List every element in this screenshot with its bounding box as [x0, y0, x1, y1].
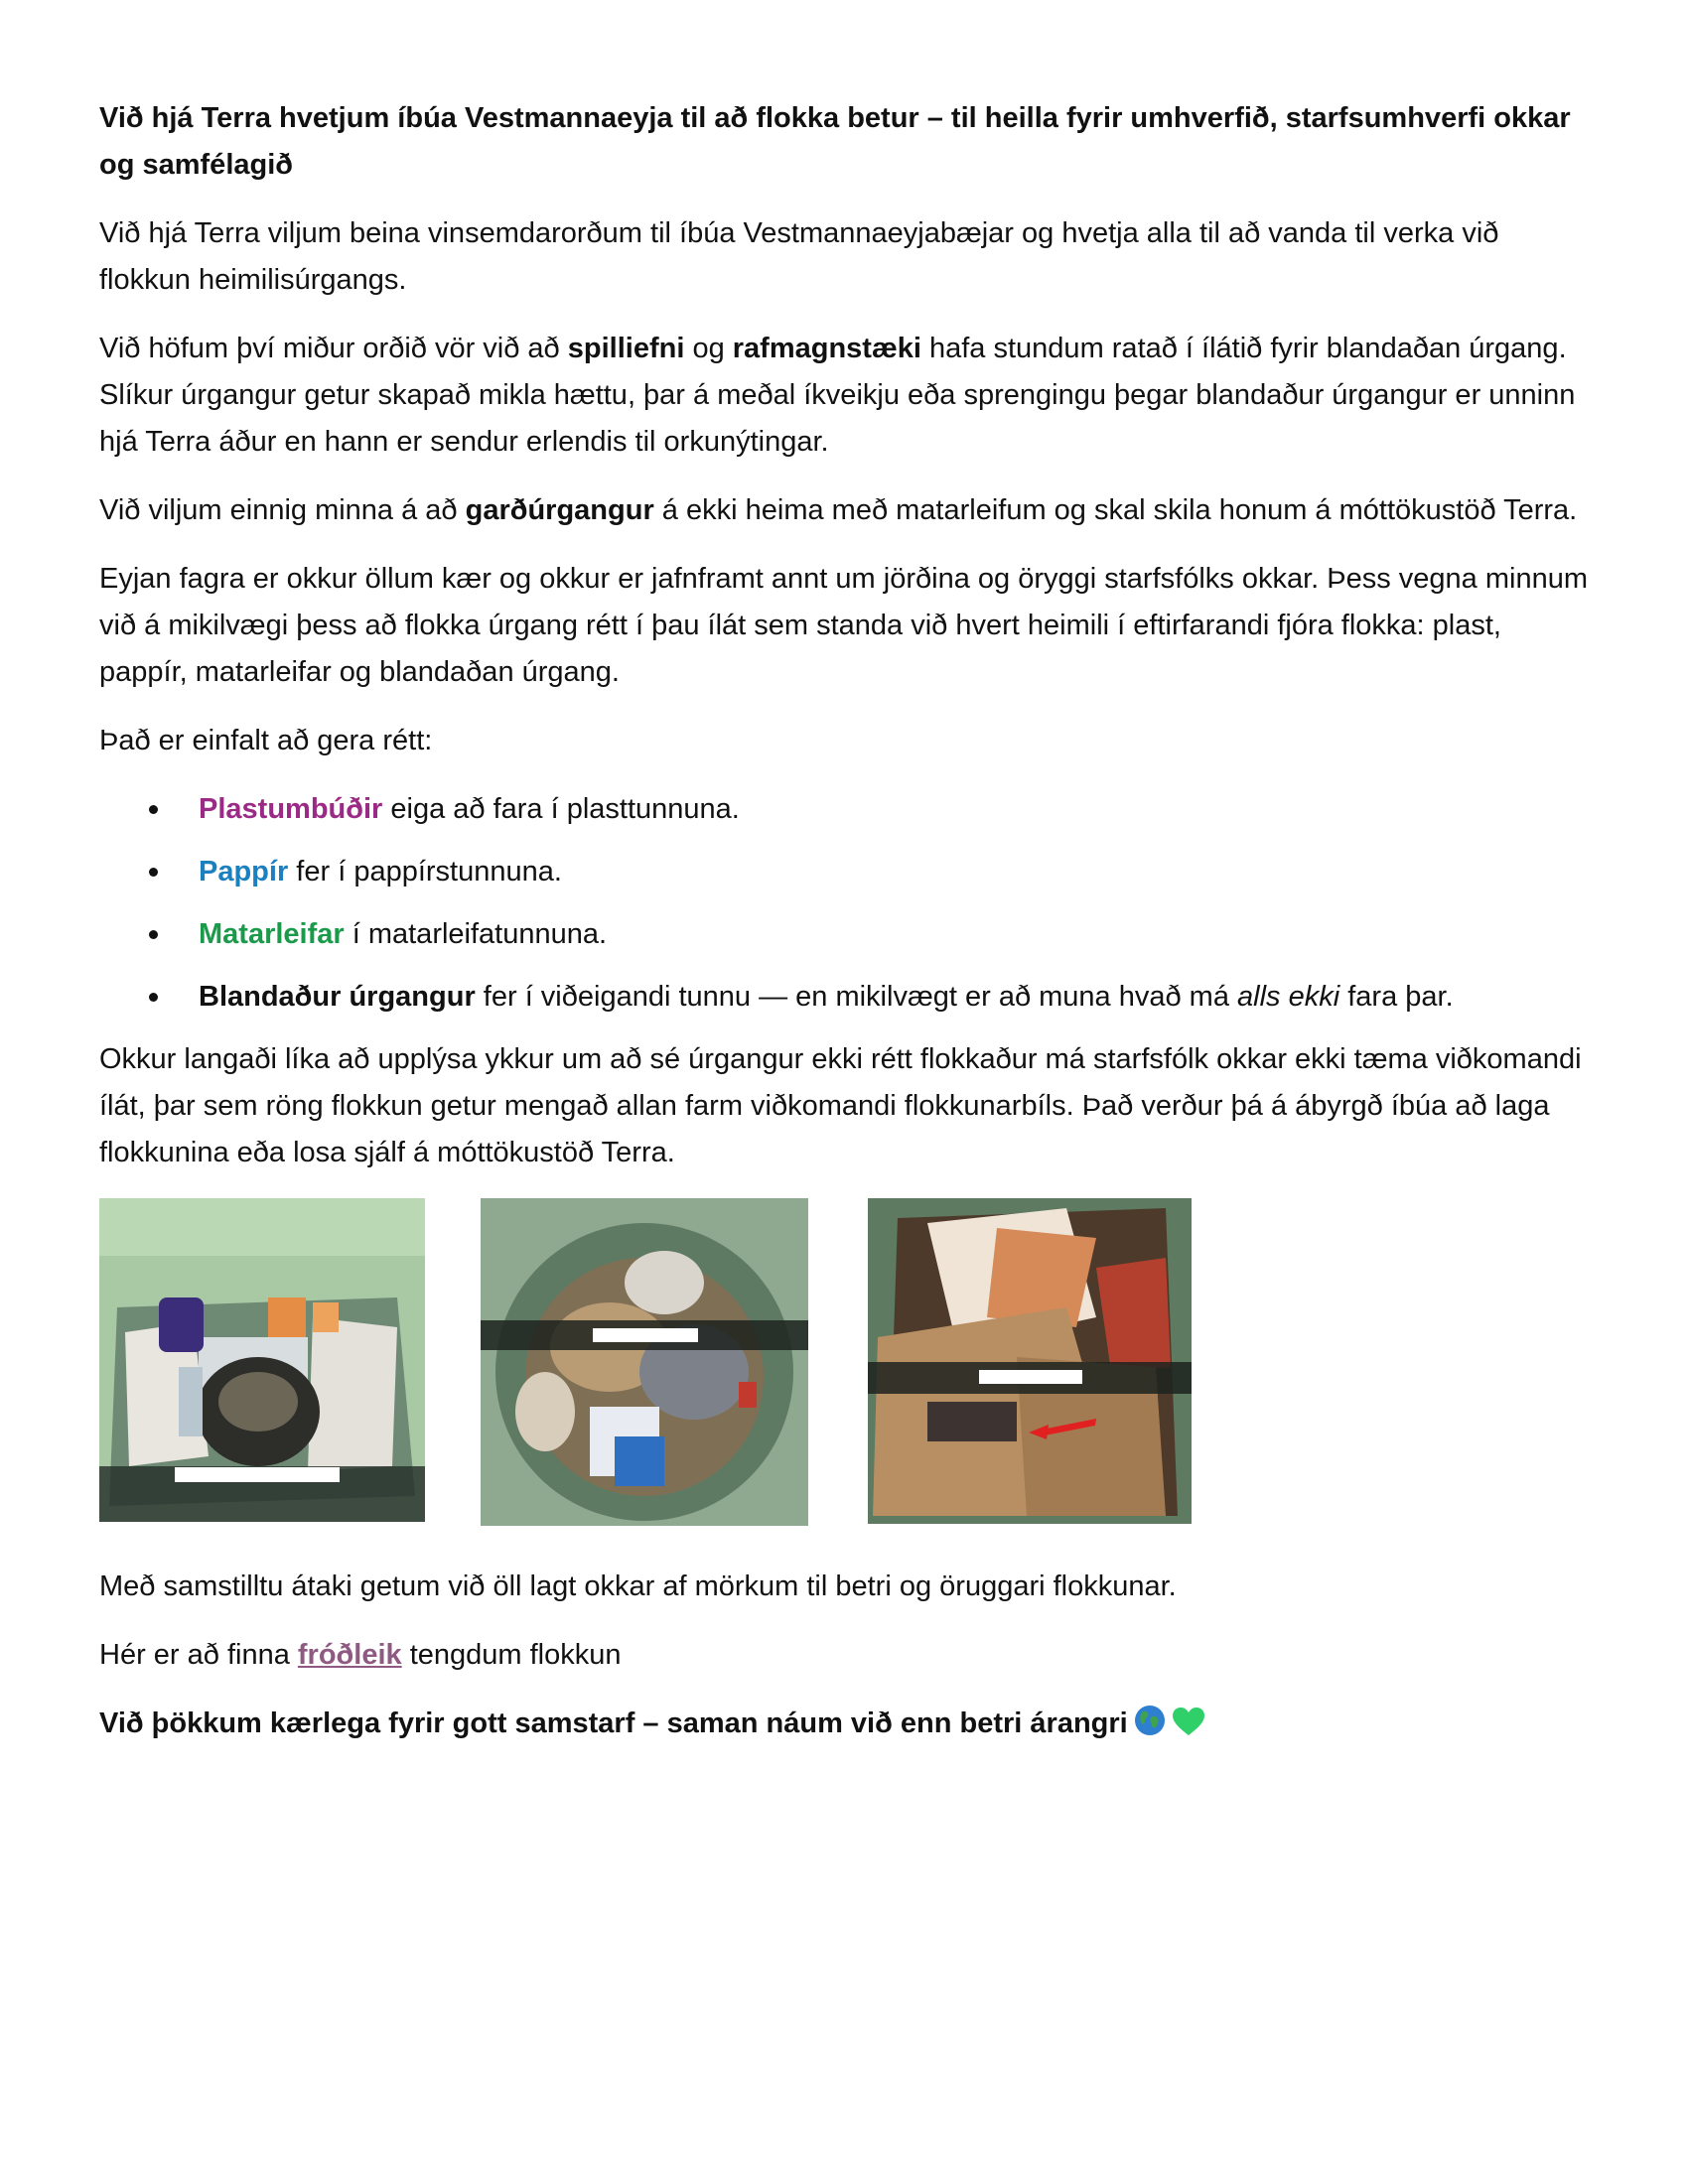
blandad-label: Blandaður úrgangur: [199, 981, 476, 1013]
matar-text: í matarleifatunnuna.: [344, 918, 608, 950]
garden-text-1: Við viljum einnig minna á að: [99, 494, 466, 526]
closing-paragraph: [99, 1701, 1589, 1751]
easy-paragraph: Það er einfalt að gera rétt:: [99, 725, 433, 756]
bullet-icon: [149, 805, 158, 814]
list-item-pappir: [99, 849, 1589, 895]
garden-term: garðúrgangur: [465, 494, 654, 526]
list-item-blandad: [99, 974, 1589, 1021]
bin-photo-1: [99, 1198, 425, 1522]
closing-text: Við þökkum kærlega fyrir gott samstarf – saman náum við enn betri árangri: [99, 1707, 1128, 1739]
document-body: [99, 95, 1589, 1773]
garden-paragraph: [99, 487, 1589, 534]
pappir-text: fer í pappírstunnuna.: [288, 856, 562, 887]
plast-text: eiga að fara í plasttunnuna.: [382, 793, 740, 825]
plast-label: Plastumbúðir: [199, 793, 383, 825]
frodleikur-link[interactable]: fróðleik: [297, 1639, 402, 1671]
together-paragraph: Með samstilltu átaki getum við öll lagt okkar af mörkum til betri og öruggari flokkunar.: [99, 1570, 1177, 1602]
info-text-1: Hér er að finna: [99, 1639, 298, 1671]
sorting-list: [99, 786, 1589, 1021]
matar-label: Matarleifar: [199, 918, 345, 950]
info-text-2: tengdum flokkun: [401, 1639, 622, 1671]
bullet-icon: [149, 868, 158, 877]
intro-paragraph: Við hjá Terra viljum beina vinsemdarorðum til íbúa Vestmannaeyjabæjar og hvetja alla til að vanda til verka við flokkun heimilisúrgangs.: [99, 217, 1499, 296]
blandad-text-2: fara þar.: [1339, 981, 1454, 1013]
info-paragraph: [99, 1632, 1589, 1679]
island-paragraph: Eyjan fagra er okkur öllum kær og okkur er jafnframt annt um jörðina og öryggi starfsfólks okkar. Þess vegna minnum við á mikilvægi þess að flokka úrgang rétt í þau ílát sem standa við hvert heimili í eftirfarandi fjóra flokka: plast, pappír, matarleifar og blandaðan úrgang.: [99, 563, 1588, 688]
hazard-text-1: Við höfum því miður orðið vör við að: [99, 333, 568, 364]
pappir-label: Pappír: [199, 856, 289, 887]
hazard-term-spilliefni: spilliefni: [567, 333, 685, 364]
list-item-plast: [99, 786, 1589, 833]
bullet-icon: [149, 930, 158, 939]
document-heading: Við hjá Terra hvetjum íbúa Vestmannaeyja til að flokka betur – til heilla fyrir umhverfið, starfsumhverfi okkar og samfélagið: [99, 102, 1571, 181]
notice-paragraph: Okkur langaði líka að upplýsa ykkur um að sé úrgangur ekki rétt flokkaður má starfsfólk okkar ekki tæma viðkomandi ílát, þar sem röng flokkun getur mengað allan farm viðkomandi flokkunarbíls. Það verður þá á ábyrgð íbúa að laga flokkunina eða losa sjálf á móttökustöð Terra.: [99, 1043, 1582, 1168]
bullet-icon: [149, 993, 158, 1002]
bin-photo-3: [868, 1198, 1192, 1524]
hazard-term-rafmagnstaeki: rafmagnstæki: [732, 333, 921, 364]
photo-row: [99, 1198, 1589, 1546]
garden-text-2: á ekki heima með matarleifum og skal skila honum á móttökustöð Terra.: [653, 494, 1578, 526]
globe-icon: [1134, 1705, 1166, 1751]
hazard-text-2: og: [684, 333, 733, 364]
hazard-paragraph: [99, 326, 1589, 466]
green-heart-icon: [1172, 1705, 1205, 1751]
blandad-italic: alls ekki: [1237, 981, 1340, 1013]
blandad-text-1: fer í viðeigandi tunnu — en mikilvægt er að muna hvað má: [475, 981, 1238, 1013]
list-item-matar: [99, 911, 1589, 958]
hazard-text-3: hafa stundum ratað í ílátið fyrir blandaðan úrgang. Slíkur úrgangur getur skapað mikla hættu, þar á meðal íkveikju eða sprengingu þegar blandaður úrgangur er unninn hjá Terra áður en hann er sendur erlendis til orkunýtingar.: [99, 333, 1576, 458]
bin-photo-2: [481, 1198, 808, 1526]
